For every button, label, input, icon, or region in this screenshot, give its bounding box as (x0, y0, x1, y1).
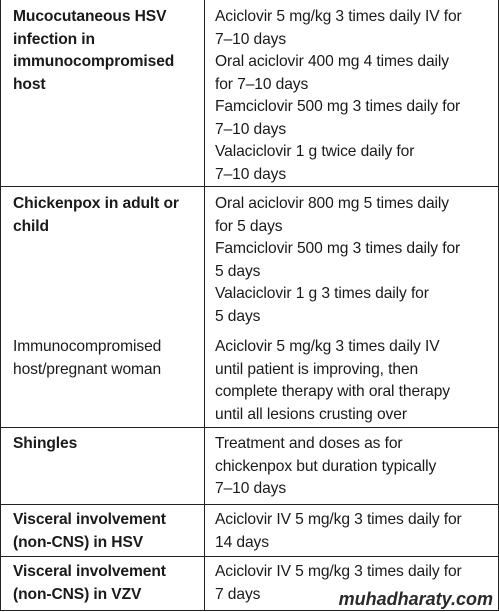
treatment-line: for 7–10 days (215, 75, 309, 93)
treatment-line: Oral aciclovir 400 mg 4 times daily (215, 53, 449, 70)
condition-line: host (13, 75, 46, 93)
condition-line: (non-CNS) in VZV (13, 585, 142, 603)
treatment-line: Valaciclovir 1 g twice daily for (215, 143, 415, 160)
treatment-line: Valaciclovir 1 g 3 times daily for (215, 285, 429, 302)
row-separator (0, 556, 498, 557)
condition-line: Immunocompromised (13, 338, 162, 355)
row-separator (0, 186, 498, 187)
treatment-line: 5 days (215, 262, 261, 280)
treatment-line: 14 days (215, 533, 269, 551)
condition-line: Visceral involvement (13, 511, 166, 528)
condition-line: Mucocutaneous HSV (13, 8, 167, 25)
row-separator (0, 504, 498, 505)
treatment-line: Famciclovir 500 mg 3 times daily for (215, 98, 461, 115)
condition-line: infection in (13, 30, 95, 48)
treatment-cell-mucocutaneous-hsv (215, 6, 495, 186)
treatment-line: until patient is improving, then (215, 360, 419, 378)
condition-line: immunocompromised (13, 53, 175, 70)
treatment-cell-visceral-hsv (215, 509, 495, 554)
treatment-line: Oral aciclovir 800 mg 5 times daily (215, 195, 449, 212)
condition-cell-immunocompromised-pregnant (13, 336, 198, 381)
treatment-line: 7–10 days (215, 30, 287, 48)
condition-line: (non-CNS) in HSV (13, 533, 144, 551)
condition-line: child (13, 217, 49, 235)
condition-cell-visceral-hsv (13, 509, 198, 554)
condition-line: host/pregnant woman (13, 360, 162, 378)
treatment-line: Aciclovir IV 5 mg/kg 3 times daily for (215, 563, 462, 580)
treatment-line: Aciclovir IV 5 mg/kg 3 times daily for (215, 511, 462, 528)
condition-cell-shingles (13, 433, 198, 456)
treatment-line: 7–10 days (215, 480, 287, 497)
watermark: muhadharaty.com (338, 589, 493, 609)
condition-cell-visceral-vzv (13, 561, 198, 606)
treatment-line: Treatment and doses as for (215, 435, 403, 452)
treatment-line: until all lesions crusting over (215, 405, 407, 423)
condition-line: Visceral involvement (13, 563, 166, 580)
treatment-line: Aciclovir 5 mg/kg 3 times daily IV for (215, 8, 462, 25)
treatment-cell-chickenpox (215, 193, 495, 328)
treatment-line: Famciclovir 500 mg 3 times daily for (215, 240, 461, 257)
treatment-line: Aciclovir 5 mg/kg 3 times daily IV (215, 338, 440, 355)
condition-line: Chickenpox in adult or (13, 195, 179, 212)
condition-line: Shingles (13, 435, 78, 452)
treatment-line: complete therapy with oral therapy (215, 383, 450, 400)
treatment-line: chickenpox but duration typically (215, 457, 437, 475)
column-divider (204, 0, 205, 610)
treatment-cell-immunocompromised-pregnant (215, 336, 495, 426)
treatment-line: 7–10 days (215, 165, 287, 183)
treatment-cell-shingles (215, 433, 495, 501)
row-separator (0, 427, 498, 428)
condition-cell-chickenpox (13, 193, 198, 238)
condition-cell-mucocutaneous-hsv (13, 6, 198, 96)
treatment-line: for 5 days (215, 217, 283, 235)
treatment-line: 5 days (215, 307, 261, 325)
treatment-line: 7 days (215, 585, 261, 603)
treatment-line: 7–10 days (215, 120, 287, 138)
